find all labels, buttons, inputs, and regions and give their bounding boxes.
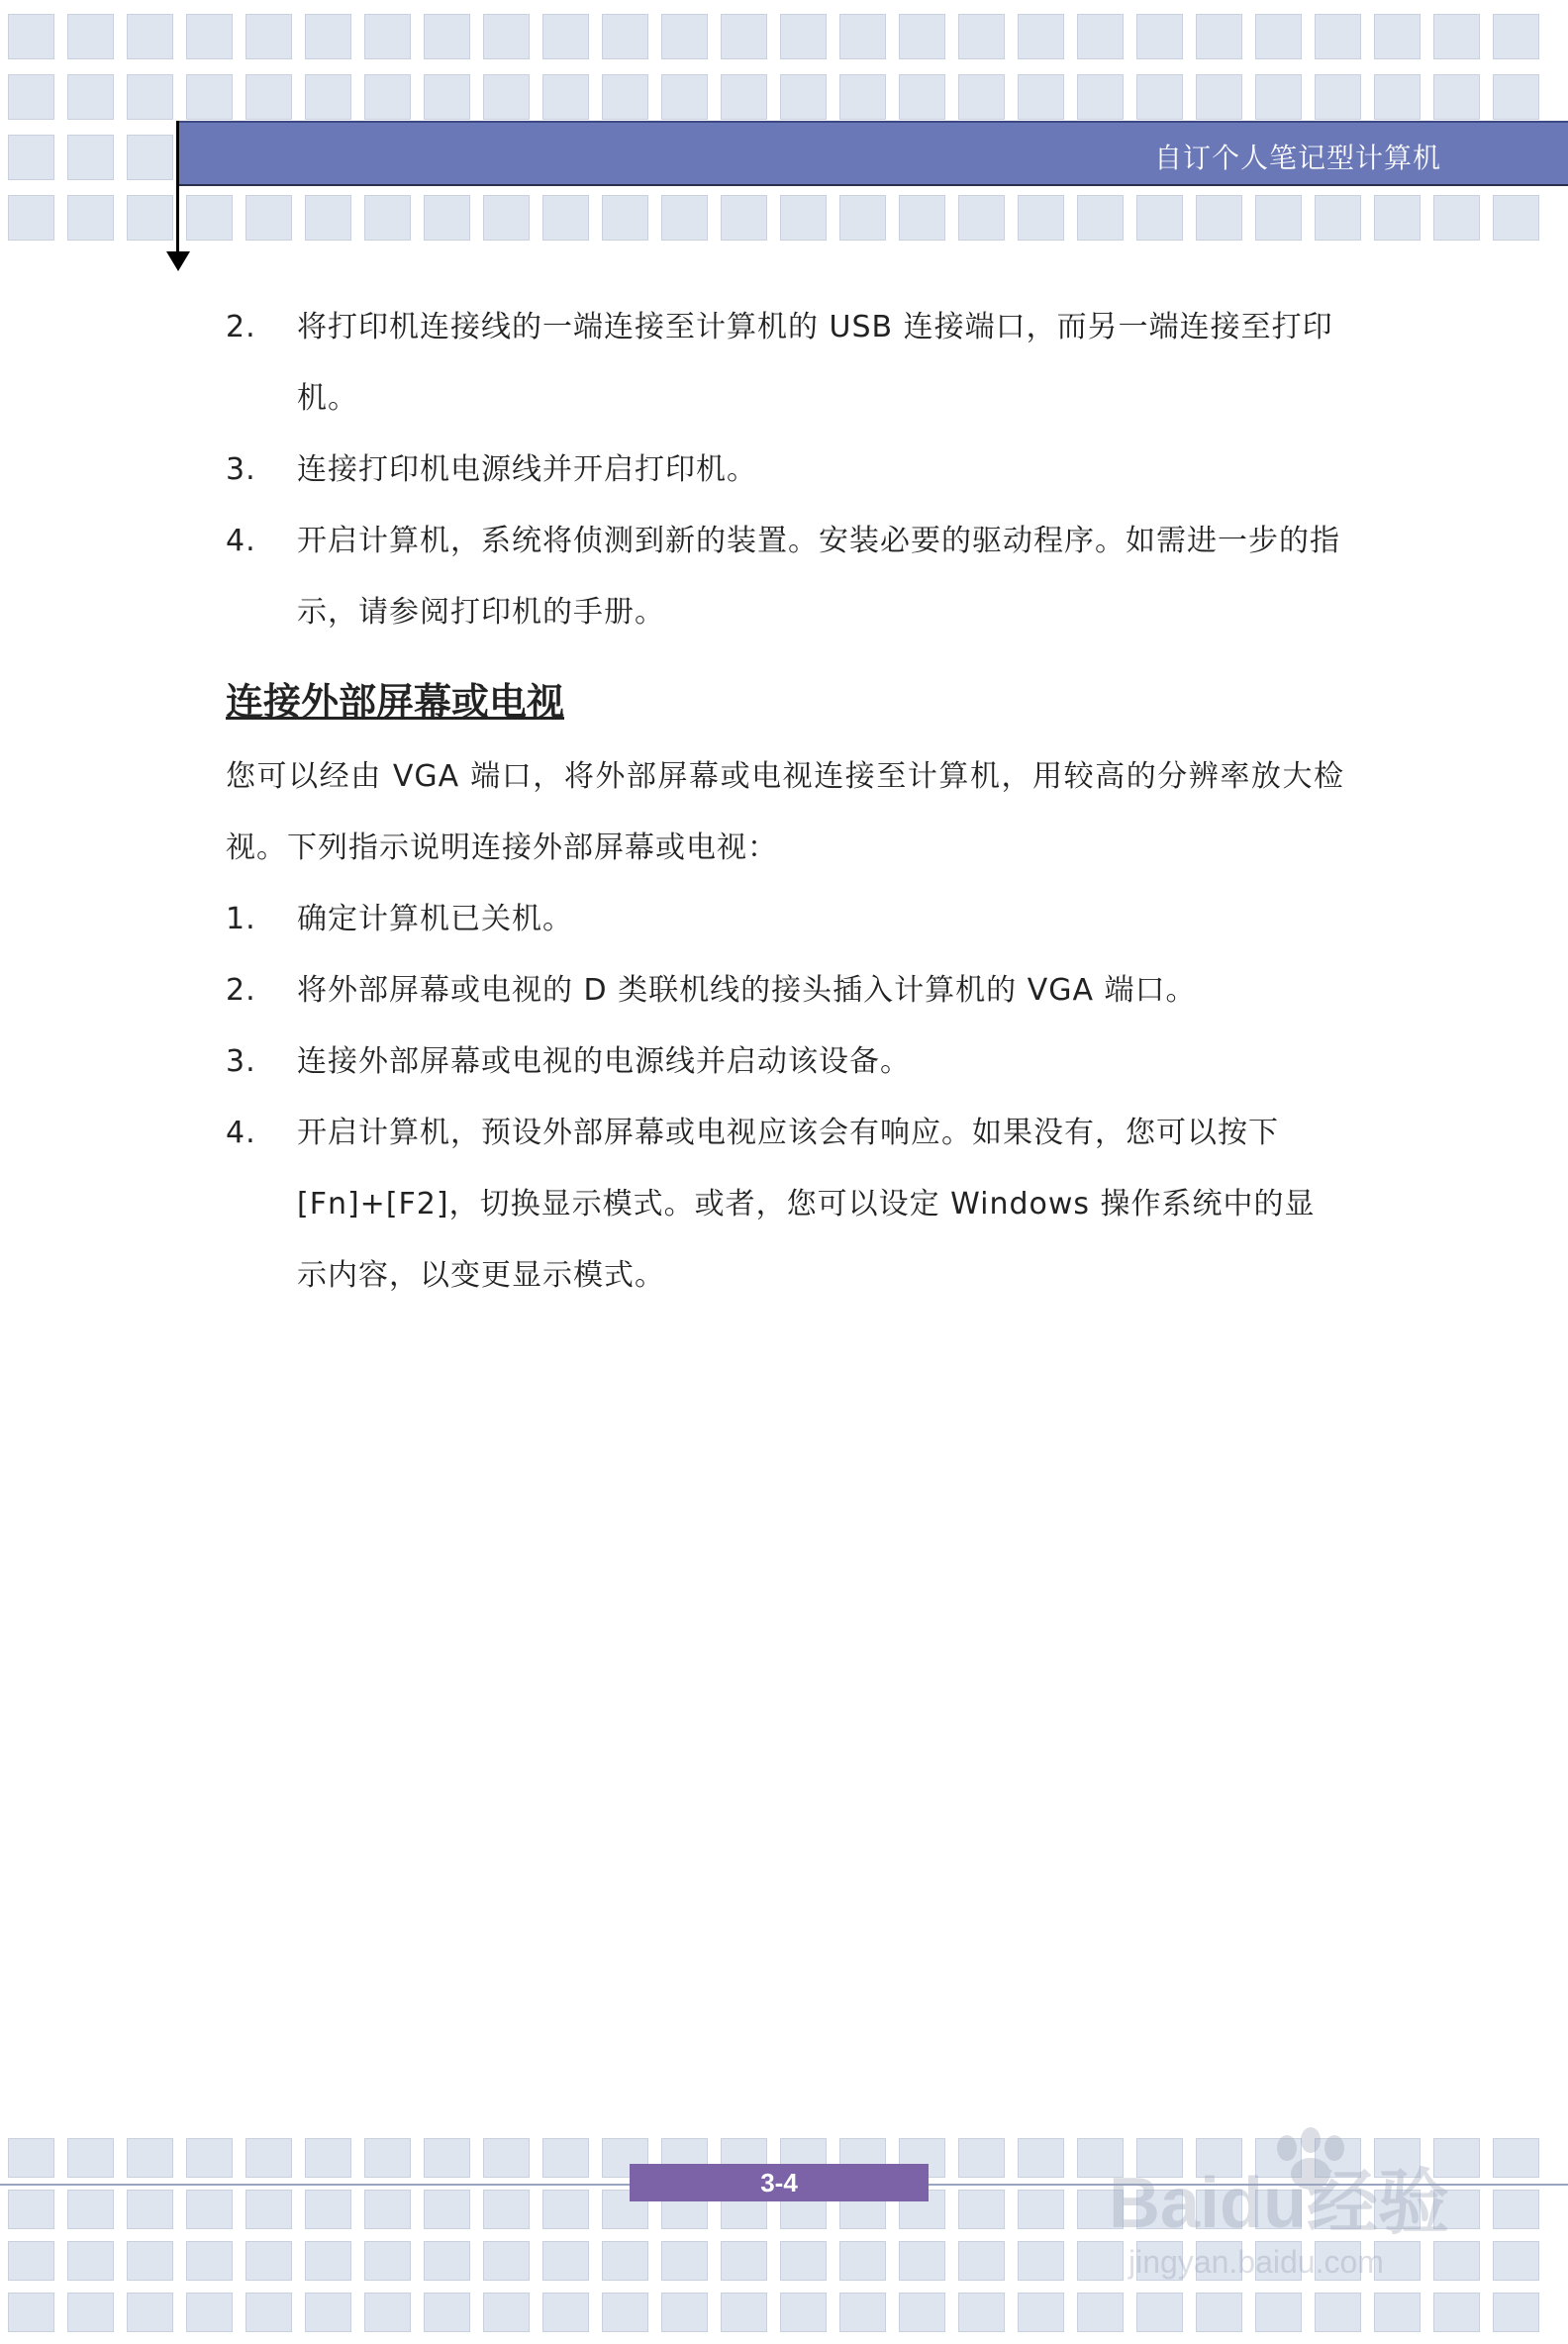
step-number: 3. [226, 452, 256, 487]
decorative-tile [305, 2190, 351, 2229]
decorative-tile [305, 195, 351, 241]
decorative-tile [780, 14, 827, 59]
decorative-tile [958, 2293, 1005, 2332]
decorative-tile [1018, 2190, 1064, 2229]
decorative-tile [1018, 14, 1064, 59]
step-number: 4. [226, 524, 256, 558]
list-item [226, 435, 1344, 506]
decorative-tile [1018, 2138, 1064, 2178]
decorative-tile [127, 14, 173, 59]
step-text: 确定计算机已关机。 [297, 902, 573, 936]
section-title: 连接外部屏幕或电视 [226, 680, 565, 724]
decorative-tile [186, 195, 233, 241]
decorative-tile [661, 14, 708, 59]
list-item [226, 292, 1344, 435]
decorative-tile [67, 2190, 114, 2229]
decorative-tile [542, 2138, 589, 2178]
decorative-tile [602, 2293, 648, 2332]
decorative-tile [958, 2241, 1005, 2281]
page-number: 3-4 [630, 2164, 929, 2201]
decorative-tile [364, 74, 411, 120]
decorative-tile [483, 14, 530, 59]
decorative-tile [899, 2241, 945, 2281]
decorative-tile [958, 14, 1005, 59]
decorative-tile [542, 74, 589, 120]
decorative-tile [245, 195, 292, 241]
decorative-tile [1077, 14, 1124, 59]
decorative-tile [424, 2293, 470, 2332]
header-title: 自订个人笔记型计算机 [1153, 142, 1441, 174]
decorative-tile [127, 2293, 173, 2332]
decorative-tile [424, 2241, 470, 2281]
decorative-tile [1374, 14, 1421, 59]
decorative-tile [780, 195, 827, 241]
decorative-tile [8, 195, 54, 241]
decorative-tile [661, 2241, 708, 2281]
step-number: 2. [226, 310, 256, 344]
decorative-tile [8, 2138, 54, 2178]
decorative-tile [1077, 2293, 1124, 2332]
step-number: 3. [226, 1044, 256, 1079]
decorative-tile [721, 2241, 767, 2281]
decorative-tile [67, 135, 114, 180]
step-number: 1. [226, 902, 256, 936]
decorative-tile [1255, 74, 1302, 120]
decorative-tile [1493, 195, 1539, 241]
decorative-tile [483, 195, 530, 241]
decorative-tile [67, 2293, 114, 2332]
decorative-tile [1433, 2293, 1480, 2332]
decorative-tile [542, 195, 589, 241]
decorative-tile [245, 2190, 292, 2229]
decorative-tile [1018, 2241, 1064, 2281]
decorative-tile [1196, 74, 1242, 120]
decorative-tile [1315, 195, 1361, 241]
step-number: 4. [226, 1116, 256, 1150]
decorative-tile [899, 2293, 945, 2332]
decorative-tile [899, 74, 945, 120]
decorative-tile [1196, 195, 1242, 241]
decorative-tile [127, 2190, 173, 2229]
watermark-brand: Baidu经验 [1109, 2164, 1450, 2243]
decorative-tile [721, 2293, 767, 2332]
decorative-tile [1255, 14, 1302, 59]
step-text: 开启计算机，预设外部屏幕或电视应该会有响应。如果没有，您可以按下 [Fn]+[F2]，切换显示模式。或者，您可以设定 Windows 操作系统中的显示内容，以变更显示模式。 [297, 1116, 1316, 1293]
step-text: 将打印机连接线的一端连接至计算机的 USB 连接端口，而另一端连接至打印机。 [297, 310, 1333, 416]
decorative-tile [721, 74, 767, 120]
decorative-tile [483, 2138, 530, 2178]
decorative-tile [721, 14, 767, 59]
decorative-tile [602, 195, 648, 241]
decorative-tile [483, 74, 530, 120]
decorative-tile [1018, 195, 1064, 241]
decorative-tile [1315, 14, 1361, 59]
decorative-tile [1315, 74, 1361, 120]
decorative-tile [483, 2293, 530, 2332]
decorative-tile [127, 74, 173, 120]
step-text: 连接外部屏幕或电视的电源线并启动该设备。 [297, 1044, 911, 1079]
decorative-tile [127, 2138, 173, 2178]
decorative-tile [780, 2293, 827, 2332]
decorative-tile [305, 74, 351, 120]
decorative-tile [839, 195, 886, 241]
decorative-tile [1374, 195, 1421, 241]
decorative-tile [780, 2241, 827, 2281]
decorative-tile [305, 14, 351, 59]
steps-list-top [226, 292, 1344, 648]
baidu-watermark-logo [1099, 2108, 1534, 2287]
decorative-tile [67, 195, 114, 241]
decorative-tile [364, 2293, 411, 2332]
decorative-tile [602, 14, 648, 59]
header-band [176, 121, 1568, 186]
decorative-tile [1433, 74, 1480, 120]
decorative-tile [1018, 74, 1064, 120]
decorative-tile [245, 2138, 292, 2178]
decorative-tile [305, 2293, 351, 2332]
watermark-url: jingyan.baidu.com [1128, 2244, 1384, 2280]
decorative-tile [1077, 74, 1124, 120]
decorative-tile [245, 2293, 292, 2332]
down-arrow-icon [166, 251, 190, 271]
decorative-tile [542, 14, 589, 59]
list-item [226, 506, 1344, 648]
decorative-tile [1196, 2293, 1242, 2332]
decorative-tile [839, 2241, 886, 2281]
decorative-tile [661, 195, 708, 241]
step-text: 将外部屏幕或电视的 D 类联机线的接头插入计算机的 VGA 端口。 [297, 973, 1197, 1008]
decorative-tile [1136, 14, 1183, 59]
decorative-tile [780, 74, 827, 120]
decorative-tile [899, 195, 945, 241]
decorative-tile [1493, 2293, 1539, 2332]
decorative-tile [483, 2190, 530, 2229]
decorative-tile [602, 74, 648, 120]
decorative-tile [1493, 74, 1539, 120]
decorative-tile [1136, 2293, 1183, 2332]
decorative-tile [1255, 195, 1302, 241]
decorative-tile [245, 14, 292, 59]
decorative-tile [839, 74, 886, 120]
decorative-tile [424, 2190, 470, 2229]
decorative-tile [186, 14, 233, 59]
decorative-tile [1433, 195, 1480, 241]
decorative-tile [1255, 2293, 1302, 2332]
decorative-tile [245, 2241, 292, 2281]
decorative-tile [1136, 74, 1183, 120]
decorative-tile [542, 2190, 589, 2229]
decorative-tile [1136, 195, 1183, 241]
decorative-tile [186, 2138, 233, 2178]
decorative-tile [127, 2241, 173, 2281]
step-text: 开启计算机，系统将侦测到新的装置。安装必要的驱动程序。如需进一步的指示，请参阅打印机的手册。 [297, 524, 1340, 630]
decorative-tile [1315, 2293, 1361, 2332]
decorative-tile [305, 2138, 351, 2178]
decorative-tile [364, 14, 411, 59]
section-intro: 您可以经由 VGA 端口，将外部屏幕或电视连接至计算机，用较高的分辨率放大检视。下列指示说明连接外部屏幕或电视： [226, 759, 1344, 865]
decorative-tile [483, 2241, 530, 2281]
steps-list-section [226, 884, 1344, 1312]
decorative-tile [8, 2293, 54, 2332]
decorative-tile [721, 195, 767, 241]
decorative-tile [424, 14, 470, 59]
decorative-tile [424, 74, 470, 120]
decorative-tile [602, 2241, 648, 2281]
decorative-tile [542, 2241, 589, 2281]
decorative-tile [8, 135, 54, 180]
decorative-tile [424, 2138, 470, 2178]
decorative-tile [661, 74, 708, 120]
decorative-tile [1196, 14, 1242, 59]
decorative-tile [67, 2138, 114, 2178]
decorative-tile [958, 2138, 1005, 2178]
decorative-tile [127, 135, 173, 180]
decorative-tile [958, 2190, 1005, 2229]
decorative-tile [305, 2241, 351, 2281]
decorative-tile [958, 74, 1005, 120]
page-content [226, 292, 1344, 1312]
decorative-tile [245, 74, 292, 120]
decorative-tile [899, 14, 945, 59]
decorative-tile [1374, 74, 1421, 120]
decorative-tile [958, 195, 1005, 241]
list-item [226, 955, 1344, 1026]
decorative-tile [8, 2241, 54, 2281]
decorative-tile [1018, 2293, 1064, 2332]
decorative-tile [186, 2241, 233, 2281]
decorative-tile [1077, 195, 1124, 241]
decorative-tile [186, 74, 233, 120]
list-item [226, 1098, 1344, 1312]
decorative-tile [67, 14, 114, 59]
decorative-tile [1433, 14, 1480, 59]
list-item [226, 1026, 1344, 1098]
decorative-tile [8, 74, 54, 120]
decorative-tile [67, 2241, 114, 2281]
decorative-tile [364, 2138, 411, 2178]
decorative-tile [839, 2293, 886, 2332]
decorative-tile [186, 2293, 233, 2332]
decorative-tile [8, 14, 54, 59]
decorative-tile [8, 2190, 54, 2229]
decorative-tile [186, 2190, 233, 2229]
decorative-tile [364, 2190, 411, 2229]
margin-line [176, 121, 179, 255]
decorative-tile [67, 74, 114, 120]
decorative-tile [839, 14, 886, 59]
decorative-tile [1493, 14, 1539, 59]
decorative-tile [364, 2241, 411, 2281]
decorative-tile [127, 195, 173, 241]
step-text: 连接打印机电源线并开启打印机。 [297, 452, 757, 487]
decorative-tile [542, 2293, 589, 2332]
decorative-tile [424, 195, 470, 241]
decorative-tile [661, 2293, 708, 2332]
step-number: 2. [226, 973, 256, 1008]
decorative-tile [1374, 2293, 1421, 2332]
list-item [226, 884, 1344, 955]
decorative-tile [364, 195, 411, 241]
